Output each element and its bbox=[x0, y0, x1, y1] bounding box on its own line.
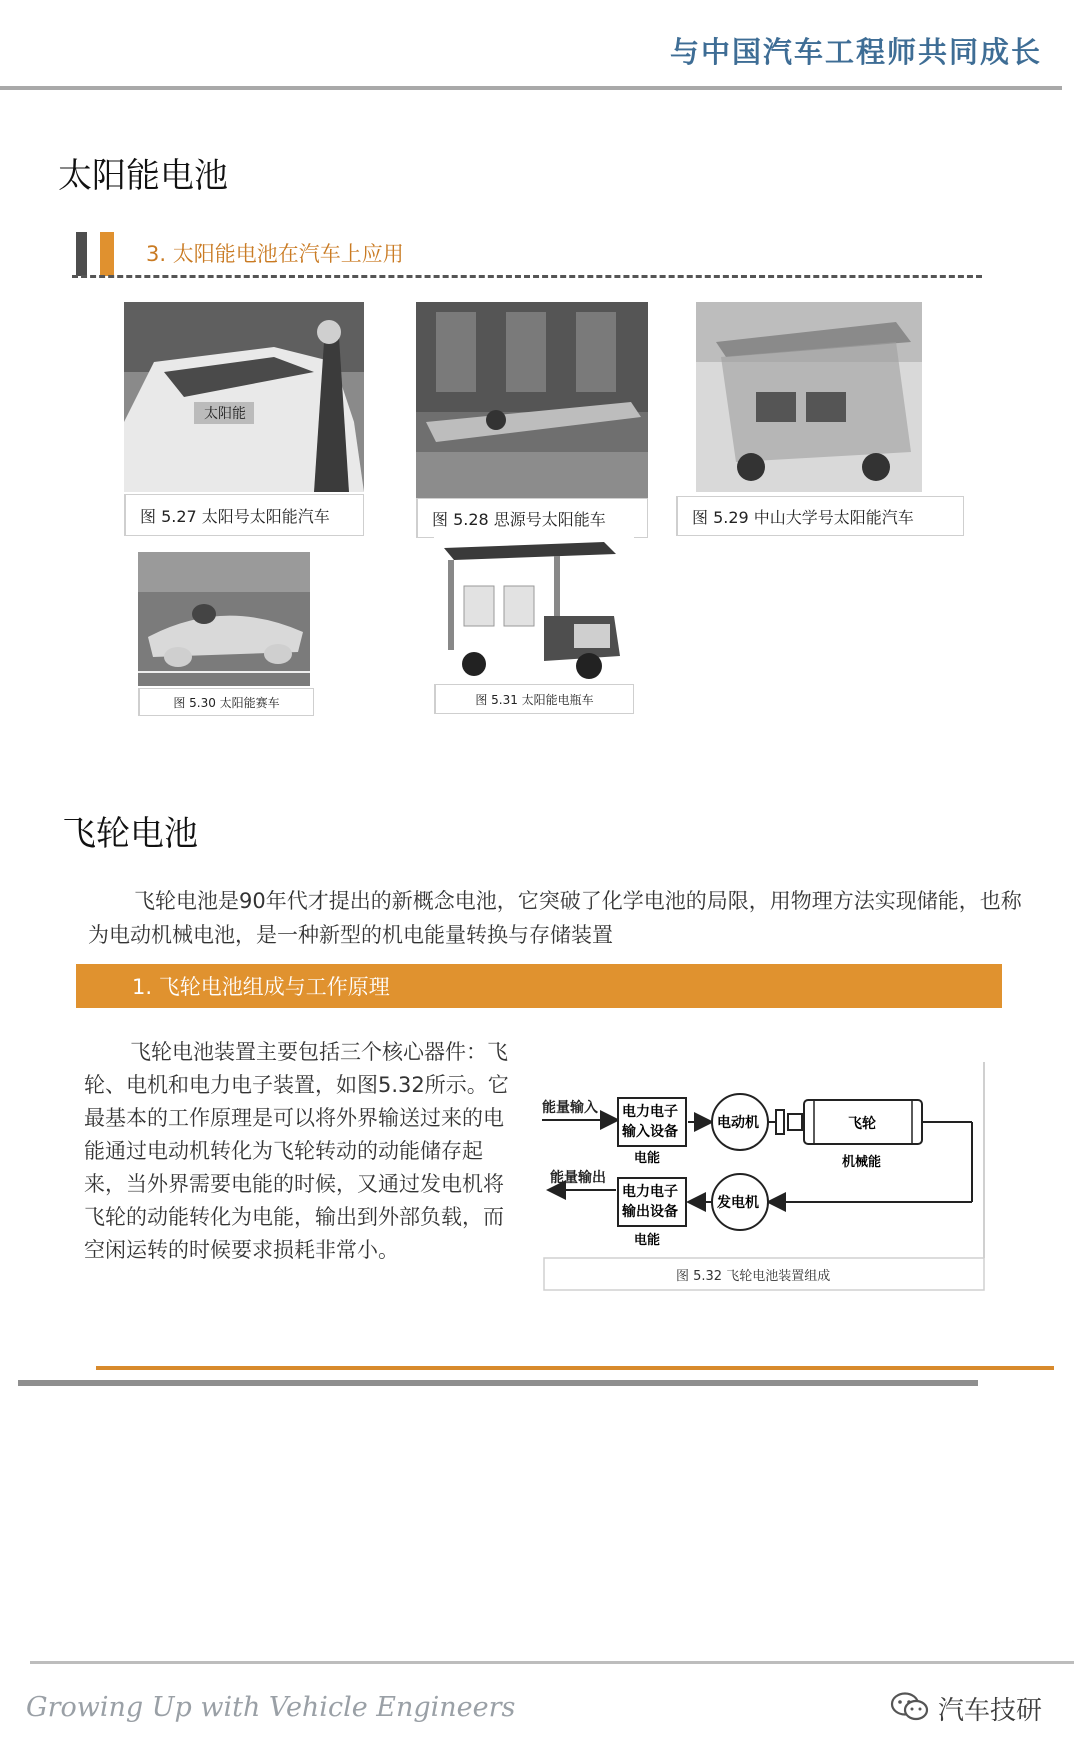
electric-energy-label-bottom: 电能 bbox=[634, 1233, 661, 1248]
photo-solar-cart bbox=[434, 536, 630, 682]
footer-slogan: Growing Up with Vehicle Engineers bbox=[26, 1692, 516, 1723]
diagram-caption: 图 5.32 飞轮电池装置组成 bbox=[676, 1269, 831, 1284]
pe-input-line2: 输入设备 bbox=[622, 1124, 678, 1140]
photo-solar-racer bbox=[138, 552, 310, 686]
figure-caption: 图 5.29 中山大学号太阳能汽车 bbox=[676, 496, 964, 536]
generator-label: 发电机 bbox=[717, 1195, 759, 1211]
header-slogan: 与中国汽车工程师共同成长 bbox=[669, 35, 1042, 69]
subheading-marker-orange bbox=[100, 232, 114, 276]
figure-5-28 bbox=[416, 302, 648, 536]
figure-caption: 图 5.31 太阳能电瓶车 bbox=[434, 684, 634, 714]
figure-5-27 bbox=[124, 302, 364, 536]
pe-output-line2: 输出设备 bbox=[622, 1204, 678, 1220]
wechat-account-name: 汽车技研 bbox=[937, 1696, 1042, 1726]
figure-caption: 图 5.30 太阳能赛车 bbox=[138, 688, 314, 716]
subheading-marker-dark bbox=[76, 232, 87, 276]
footer-divider bbox=[30, 1661, 1074, 1664]
figure-5-30 bbox=[138, 552, 314, 716]
energy-input-label: 能量输入 bbox=[542, 1100, 598, 1116]
figure-caption: 图 5.27 太阳号太阳能汽车 bbox=[124, 494, 364, 536]
dashed-divider bbox=[72, 275, 982, 278]
figure-5-31 bbox=[434, 536, 634, 716]
section-title-solar: 太阳能电池 bbox=[58, 156, 228, 196]
figure-caption: 图 5.28 思源号太阳能车 bbox=[416, 498, 648, 538]
electric-energy-label-top: 电能 bbox=[634, 1151, 661, 1166]
pe-input-line1: 电力电子 bbox=[622, 1104, 678, 1120]
flywheel-body-paragraph: 飞轮电池装置主要包括三个核心器件：飞轮、电机和电力电子装置，如图5.32所示。它最基本的工作原理是可以将外界输送过来的电能通过电动机转化为飞轮转动的动能储存起来，当外界需要电能的时候，又通过发电机将飞轮的动能转化为电能，输出到外部负载，而空闲运转的时候要求损耗非常小。 bbox=[84, 1040, 509, 1262]
photo-sun-car bbox=[124, 302, 364, 492]
pe-output-line1: 电力电子 bbox=[622, 1184, 678, 1200]
photo-sysu-car bbox=[696, 302, 922, 492]
wechat-icon bbox=[890, 1691, 930, 1727]
svg-text:太阳能: 太阳能 bbox=[204, 406, 246, 422]
flywheel-label: 飞轮 bbox=[848, 1116, 876, 1132]
motor-label: 电动机 bbox=[717, 1115, 759, 1131]
figure-5-29 bbox=[676, 302, 964, 536]
energy-output-label: 能量输出 bbox=[550, 1170, 606, 1186]
header-divider bbox=[0, 86, 1062, 90]
divider-gray bbox=[18, 1380, 978, 1386]
subheading-band-flywheel: 1. 飞轮电池组成与工作原理 bbox=[76, 964, 1002, 1008]
divider-orange bbox=[96, 1366, 1054, 1370]
mechanical-energy-label: 机械能 bbox=[842, 1155, 882, 1170]
flywheel-diagram bbox=[542, 1062, 992, 1292]
section-title-flywheel: 飞轮电池 bbox=[62, 814, 198, 854]
flywheel-intro-paragraph: 飞轮电池是90年代才提出的新概念电池，它突破了化学电池的局限，用物理方法实现储能，也称为电动机械电池，是一种新型的机电能量转换与存储装置 bbox=[88, 889, 1022, 947]
photo-siyuan-car bbox=[416, 302, 648, 498]
wechat-account[interactable] bbox=[890, 1690, 1042, 1727]
subheading-solar-application: 3. 太阳能电池在汽车上应用 bbox=[146, 242, 404, 266]
